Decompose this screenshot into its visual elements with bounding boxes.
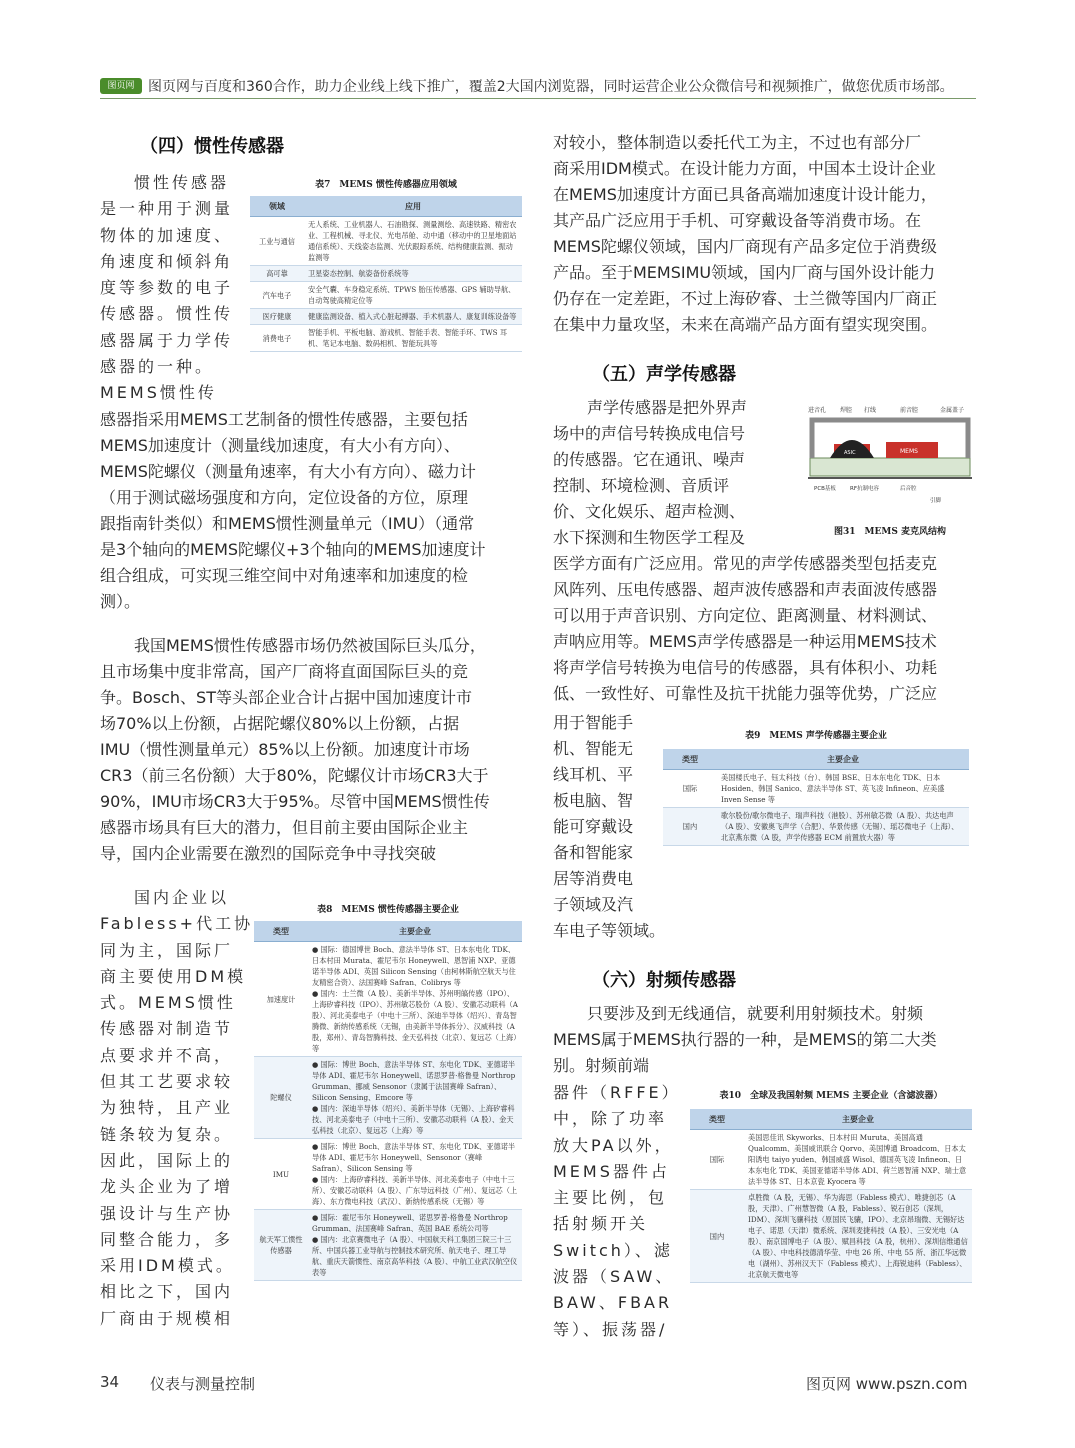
text-line: 对较小，整体制造以委托代工为主，不过也有部分厂	[553, 133, 922, 152]
table-value-cell: ● 国际：德国博世 Boch、意法半导体 ST、日本东电化 TDK、日本村田 Murata、霍尼韦尔 Honeywell、恩智浦 NXP、亚德诺半导体 ADI、英国 Silicon Sensing（由柯林斯航空航天与住友精密合资）、法国赛峰 Safran、Colibrys 等 ● 国内：士兰微（A 股）、美新半导体、苏州明皜传感（IPO）、上海矽睿科技（IPO）、苏州敏芯股份（A 股）、安徽芯动联科（A 股）、河北美泰电子（中电十三所）、深迪半导体（绍兴）、青岛智腾微、新纳传感系统（无锡，由美新半导体拆分）、汉威科技（A 股，郑州）、青岛智腾科技、金天弘科技（北京）、复远芯（上海）等	[308, 942, 522, 1057]
label-pin: 引脚	[930, 498, 942, 504]
text-line: 相比之下，国内	[100, 1282, 234, 1302]
text-line: 放大PA以外，	[553, 1135, 674, 1155]
para-inertial-wrap	[100, 170, 240, 407]
table-value-cell: ● 国际：博世 Boch、意法半导体 ST、东电化 TDK、亚德诺半导体 ADI、霍尼韦尔 Honeywell、诺思罗普·格鲁曼 Northrop Grumman、挪威 Sensonor（隶属于法国赛峰 Safran）、Silicon Sensing、Emcore 等 ● 国内：深迪半导体（绍兴）、美新半导体（无锡）、上海矽睿科技、河北美泰电子（中电十三所）、安徽芯动联科（A 股）、金天弘科技（北京）、复远芯（上海）等	[308, 1057, 522, 1139]
text-line: 龙头企业为了增	[100, 1177, 234, 1197]
table-header-cell: 主要企业	[308, 921, 522, 942]
text-line: 在集中力量攻坚，未来在高端产品方面有望实现突围。	[553, 315, 938, 334]
text-line: Switch）、滤	[553, 1240, 673, 1260]
text-line: 备和智能家	[553, 843, 634, 862]
table-key-cell: 医疗健康	[250, 309, 304, 325]
text-line: 是一种用于测量	[100, 199, 234, 219]
table-value-cell: 美国思佳讯 Skyworks、日本村田 Muruta、美国高通 Qualcomm、美国威讯联合 Qorvo、美国博通 Broadcom、日本太阳诱电 taiyo yuden、韩国威盛 Wisol、德国英飞凌 Infineon、日本东电化 TDK、美国亚德诺半导体 ADI、荷兰恩智浦 NXP、瑞士意法半导体 ST、日本京瓷 Kyocera 等	[744, 1130, 972, 1190]
text-line: 同为主，国际厂	[100, 940, 234, 960]
table10	[690, 1088, 972, 1283]
text-line: 且市场集中度非常高，国产厂商将直面国际巨头的竞	[100, 662, 469, 681]
label-pcb: PCB基板	[814, 486, 836, 492]
para-domestic-wrap	[100, 885, 254, 1332]
label-asic: ASIC	[844, 450, 856, 456]
text-line: 的传感器。它在通讯、噪声	[553, 450, 746, 469]
para-market	[100, 633, 530, 867]
table-value-cell: ● 国际：霍尼韦尔 Honeywell、诺思罗普·格鲁曼 Northrop Grumman、法国赛峰 Safran、英国 BAE 系统公司等 ● 国内：北京赛微电子（A 股）、中国航天科工集团三院三十三所、中国兵器工业导航与控制技术研究所、航天电子、理工导航、重庆天箭惯性、南京高华科技（A 股）、中航工业武汉航空仪表等	[308, 1210, 522, 1281]
text-line: 其产品广泛应用于手机、可穿戴设备等消费市场。在	[553, 211, 922, 230]
table-key-cell: 国际	[690, 1130, 744, 1190]
table-key-cell: 国际	[663, 770, 717, 808]
text-line: 括射频开关	[553, 1214, 649, 1234]
text-line: 感器市场具有巨大的潜力，但目前主要由国际企业主	[100, 818, 469, 837]
table-value-cell: 美国楼氏电子、钰太科技（台）、韩国 BSE、日本东电化 TDK、日本 Hosiden、韩国 Sanico、意法半导体 ST、英飞凌 Infineon、应美盛 Inven Sense 等	[717, 770, 969, 808]
text-line: 商采用IDM模式。在设计能力方面，中国本土设计企业	[553, 159, 936, 178]
text-line: 惯性传感器	[134, 173, 230, 192]
text-line: 但其工艺要求较	[100, 1072, 234, 1092]
table-header-cell: 类型	[690, 1109, 744, 1130]
table7-caption: 表7 MEMS 惯性传感器应用领域	[315, 180, 457, 190]
table-header-cell: 类型	[254, 921, 308, 942]
table7	[250, 177, 522, 352]
table7-grid	[250, 196, 522, 352]
text-line: 居等消费电	[553, 869, 634, 888]
page-header	[100, 76, 980, 96]
table-header-cell: 主要企业	[717, 749, 969, 770]
text-line: 控制、环境检测、音质评	[553, 476, 730, 495]
table9	[663, 728, 969, 846]
text-line: 风阵列、压电传感器、超声波传感器和声表面波传感器	[553, 580, 938, 599]
text-line: 将声学信号转换为电信号的传感器，具有体积小、功耗	[553, 658, 938, 677]
text-line: 链条较为复杂。	[100, 1124, 234, 1144]
text-line: 点要求并不高，	[100, 1045, 234, 1065]
table-row	[663, 770, 969, 808]
text-line: 商主要使用DM模	[100, 966, 247, 986]
text-line: 低、一致性好、可靠性及抗干扰能力强等优势，广泛应	[553, 684, 938, 703]
table-row	[254, 1057, 522, 1139]
text-line: 国内企业以	[134, 888, 230, 907]
table-key-cell: 加速度计	[254, 942, 308, 1057]
text-line: 能可穿戴设	[553, 817, 634, 836]
text-line: 车电子等领域。	[553, 921, 666, 940]
label-inlet: 进音孔	[808, 407, 827, 414]
text-line: 子领域及汽	[553, 895, 634, 914]
table-header-cell: 应用	[304, 196, 522, 217]
text-line: MEMS陀螺仪领域，国内厂商现有产品多定位于消费级	[553, 237, 937, 256]
site-logo: 图页网	[100, 78, 142, 94]
header-divider	[100, 98, 976, 99]
table9-grid	[663, 749, 969, 846]
text-line: 强设计与生产协	[100, 1203, 234, 1223]
text-line: 感器属于力学传	[100, 330, 234, 350]
table10-caption: 表10 全球及我国射频 MEMS 主要企业（含滤波器）	[719, 1091, 943, 1101]
table-row	[254, 942, 522, 1057]
table-header-cell: 类型	[663, 749, 717, 770]
table9-caption: 表9 MEMS 声学传感器主要企业	[745, 731, 887, 741]
table-key-cell: IMU	[254, 1139, 308, 1210]
table-key-cell: 航天军工惯性传感器	[254, 1210, 308, 1281]
table-row	[254, 1139, 522, 1210]
table-key-cell: 高可靠	[250, 266, 304, 282]
table-key-cell: 陀螺仪	[254, 1057, 308, 1139]
table-header-cell: 领域	[250, 196, 304, 217]
table-row	[250, 266, 522, 282]
text-line: CR3（前三名份额）大于80%，陀螺仪计市场CR3大于	[100, 766, 489, 785]
text-line: 感器的一种。	[100, 357, 215, 377]
text-line: MEMS陀螺仪（测量角速率，有大小有方向）、磁力计	[100, 462, 476, 481]
para-continued	[553, 130, 978, 338]
text-line: 场中的声信号转换成电信号	[553, 424, 746, 443]
text-line: 机、智能无	[553, 739, 634, 758]
text-line: 场70%以上份额，占据陀螺仪80%以上份额，占据	[100, 714, 460, 733]
text-line: 采用IDM模式。	[100, 1256, 235, 1276]
text-line: 角速度和倾斜角	[100, 251, 234, 271]
site-url: 图页网 www.pszn.com	[806, 1375, 968, 1393]
table-value-cell: 无人系统、工业机器人、石油勘探、测量测绘、高速铁路、精密农业、工程机械、寻北仪、光电吊舱、动中通（移动中的卫星地面站通信系统）、天线姿态监测、光伏跟踪系统、结构健康监测、振动监测等	[304, 217, 522, 266]
table-row	[250, 282, 522, 309]
table10-grid	[690, 1109, 972, 1283]
table-value-cell: 卓胜微（A 股，无锡）、华为海思（Fabless 模式）、唯捷创芯（A 股，天津）、广州慧智微（A 股，Fabless）、锐石创芯（深圳，IDM）、深圳飞骧科技（原国民飞骧，IPO）、北京昂瑞微、无锡好达电子、诺思（天津）微系统、深圳麦捷科技（A 股）、三安光电（A 股）、南京国博电子（A 股）、赋昌科技（A 股，杭州）、深圳信维通信（A 股）、中电科技德清华莹、中电 26 所、中电 55 所、浙江华远微电（湖州）、苏州汉天下（Fabless 模式）、上海锐迪科（Fabless）、北京航天微电等	[744, 1190, 972, 1283]
table-key-cell: 国内	[690, 1190, 744, 1283]
heading-rf: （六）射频传感器	[592, 970, 736, 991]
text-line: 同整合能力，多	[100, 1229, 234, 1249]
text-line: BAW、FBAR	[553, 1293, 673, 1313]
table-key-cell: 国内	[663, 808, 717, 846]
label-wire: 打线	[864, 407, 877, 414]
text-line: 水下探测和生物医学工程及	[553, 528, 746, 547]
para-inertial-rest	[100, 407, 530, 615]
text-line: 线耳机、平	[553, 765, 634, 784]
para-acoustic-wrap	[553, 395, 783, 551]
text-line: 用于智能手	[553, 713, 634, 732]
text-line: 主要比例，包	[553, 1188, 668, 1208]
text-line: IMU（惯性测量单元）85%以上份额。加速度计市场	[100, 740, 470, 759]
table-key-cell: 汽车电子	[250, 282, 304, 309]
text-line: Fabless+代工协	[100, 914, 254, 934]
text-line: 是3个轴向的MEMS陀螺仪+3个轴向的MEMS加速度计	[100, 540, 486, 559]
text-line: 争。Bosch、ST等头部企业合计占据中国加速度计市	[100, 688, 472, 707]
text-line: 为独特，且产业	[100, 1098, 234, 1118]
table-value-cell: 卫星姿态控制、航姿备份系统等	[304, 266, 522, 282]
text-line: 感器指采用MEMS工艺制备的惯性传感器，主要包括	[100, 410, 468, 429]
text-line: 等）、振荡器/	[553, 1319, 668, 1339]
table-value-cell: ● 国际：博世 Boch、意法半导体 ST、东电化 TDK、亚德诺半导体 ADI、霍尼韦尔 Honeywell、Sensonor（赛峰 Safran）、Silicon Sensing 等 ● 国内：上海矽睿科技、美新半导体、河北美泰电子（中电十三所）、安徽芯动联科（A 股）、广东导远科技（广州）、复远芯（上海）、东方微电科技（武汉）、新纳传感系统（无锡）等	[308, 1139, 522, 1210]
para-rf	[553, 1001, 978, 1079]
text-line: 传感器对制造节	[100, 1019, 234, 1039]
text-line: 只要涉及到无线通信，就要利用射频技术。射频	[587, 1004, 924, 1023]
text-line: 测）。	[100, 592, 141, 611]
table-row	[250, 325, 522, 352]
text-line: 医学方面有广泛应用。常见的声学传感器类型包括麦克	[553, 554, 938, 573]
pcb-substrate	[810, 458, 970, 476]
label-rf: RF抗制电容	[850, 486, 879, 492]
text-line: 我国MEMS惯性传感器市场仍然被国际巨头瓜分，	[134, 636, 486, 655]
para-acoustic-rest	[553, 551, 978, 707]
text-line: 跟指南针类似）和MEMS惯性测量单元（IMU）（通常	[100, 514, 475, 533]
text-line: （用于测试磁场强度和方向，定位设备的方位，原理	[100, 488, 469, 507]
table-row	[690, 1190, 972, 1283]
text-line: 可以用于声音识别、方向定位、距离测量、材料测试、	[553, 606, 938, 625]
figure31-caption: 图31 MEMS 麦克风结构	[834, 527, 946, 537]
page-number: 34	[100, 1373, 120, 1391]
text-line: 因此，国际上的	[100, 1150, 234, 1170]
label-mems: MEMS	[900, 448, 918, 455]
text-line: 在MEMS加速度计方面已具备高端加速度计设计能力，	[553, 185, 937, 204]
table-row	[250, 309, 522, 325]
text-line: 导，国内企业需要在激烈的国际竞争中寻找突破	[100, 844, 437, 863]
label-back: 后音腔	[900, 486, 917, 492]
table-row	[250, 217, 522, 266]
text-line: 价、文化娱乐、超声检测、	[553, 502, 746, 521]
table-value-cell: 歌尔股份/歌尔微电子、瑞声科技（港股）、苏州敏芯微（A 股）、共达电声（A 股）、安徽奥飞声学（合肥）、华景传感（无锡）、瑶芯微电子（上海）、北京燕东微（A 股，声学传感器 ECM 前置放大器）等	[717, 808, 969, 846]
table-key-cell: 消费电子	[250, 325, 304, 352]
table-key-cell: 工业与通信	[250, 217, 304, 266]
label-front: 前音腔	[900, 407, 919, 414]
text-line: 板电脑、智	[553, 791, 634, 810]
text-line: MEMS器件占	[553, 1161, 670, 1181]
text-line: 波器（SAW、	[553, 1267, 675, 1287]
text-line: 式。MEMS惯性	[100, 993, 236, 1013]
text-line: 声呐应用等。MEMS声学传感器是一种运用MEMS技术	[553, 632, 937, 651]
text-line: 仍存在一定差距，不过上海矽睿、士兰微等国内厂商正	[553, 289, 938, 308]
text-line: MEMS加速度计（测量线加速度，有大小有方向）、	[100, 436, 460, 455]
table-value-cell: 健康监测设备、植入式心脏起搏器、手术机器人、康复训练设备等	[304, 309, 522, 325]
text-line: 中，除了功率	[553, 1109, 668, 1129]
journal-name: 仪表与测量控制	[150, 1375, 256, 1393]
table-header-cell: 主要企业	[744, 1109, 972, 1130]
text-line: 90%，IMU市场CR3大于95%。尽管中国MEMS惯性传	[100, 792, 490, 811]
text-line: 传感器。惯性传	[100, 304, 234, 324]
table-value-cell: 智能手机、平板电脑、游戏机、智能手表、智能手环、TWS 耳机、笔记本电脑、数码相机、智能玩具等	[304, 325, 522, 352]
text-line: 厂商由于规模相	[100, 1308, 234, 1328]
text-line: 度等参数的电子	[100, 278, 234, 298]
para-acoustic-wrap2	[553, 710, 668, 944]
table8	[254, 902, 522, 1281]
heading-inertial: （四）惯性传感器	[140, 136, 284, 157]
text-line: 组合组成，可实现三维空间中对角速率和加速度的检	[100, 566, 469, 585]
table8-grid	[254, 921, 522, 1281]
text-line: 别。射频前端	[553, 1056, 650, 1075]
label-cavity: 焊腔	[840, 407, 853, 414]
header-text: 图页网与百度和360合作，助力企业线上线下推广，覆盖2大国内浏览器，同时运营企业公众微信号和视频推广，做您优质市场部。	[148, 79, 954, 95]
table-row	[254, 1210, 522, 1281]
text-line: 产品。至于MEMSIMU领域，国内厂商与国外设计能力	[553, 263, 936, 282]
mems-mic-diagram	[800, 398, 980, 510]
table8-caption: 表8 MEMS 惯性传感器主要企业	[317, 905, 459, 915]
text-line: MEMS属于MEMS执行器的一种，是MEMS的第二大类	[553, 1030, 937, 1049]
table-row	[690, 1130, 972, 1190]
text-line: MEMS惯性传	[100, 383, 217, 403]
text-line: 声学传感器是把外界声	[587, 398, 748, 417]
table-row	[663, 808, 969, 846]
text-line: 物体的加速度、	[100, 225, 234, 245]
para-rf-wrap	[553, 1080, 688, 1343]
figure31	[800, 398, 980, 538]
text-line: 器件（RFFE）	[553, 1083, 681, 1102]
table-value-cell: 安全气囊、车身稳定系统、TPWS 胎压传感器、GPS 辅助导航、自动驾驶高精定位等	[304, 282, 522, 309]
label-lid: 金属盖子	[940, 407, 965, 414]
heading-acoustic: （五）声学传感器	[592, 364, 736, 385]
